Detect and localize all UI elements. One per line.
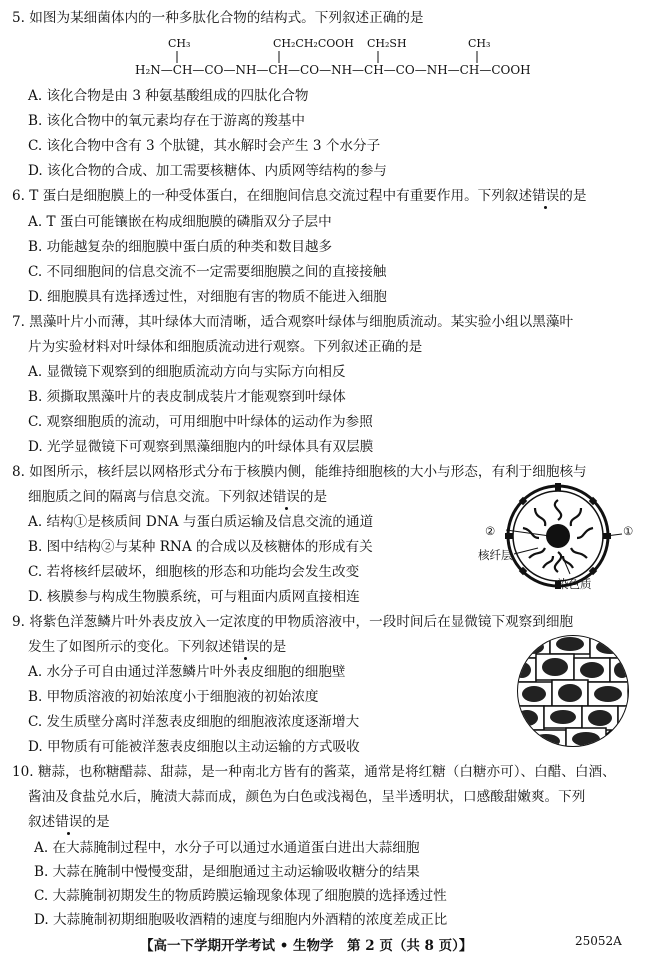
- nucleus-label-2: ②: [485, 524, 496, 538]
- page-footer: 【高一下学期开学考试 • 生物学 第 2 页（共 8 页）】: [140, 938, 473, 954]
- q9-stem-line1: 9. 将紫色洋葱鳞片叶外表皮放入一定浓度的甲物质溶液中，一段时间后在显微镜下观察到细胞: [12, 614, 574, 630]
- q8-stem-line1: 8. 如图所示，核纤层以网格形式分布于核膜内侧，能维持细胞核的大小与形态，有利于细胞核与: [12, 464, 587, 480]
- q8-option-d: D. 核膜参与构成生物膜系统，可与粗面内质网直接相连: [28, 589, 360, 605]
- q6-stem-pre: 6. T 蛋白是细胞膜上的一种受体蛋白，在细胞间信息交流过程中有重要作用。下列叙述: [12, 188, 533, 204]
- q10-stem-line3: [28, 812, 110, 832]
- q5-formula-r3: CH₂SH: [367, 37, 407, 50]
- q5-formula-r1: CH₃: [168, 37, 191, 50]
- q8-option-a: A. 结构①是核质间 DNA 与蛋白质运输及信息交流的通道: [28, 514, 374, 530]
- q7-option-a: A. 显微镜下观察到的细胞质流动方向与实际方向相反: [28, 364, 346, 380]
- q7-option-c: C. 观察细胞质的流动，可用细胞中叶绿体的运动作为参照: [28, 414, 373, 430]
- q9-stem-pre: 发生了如图所示的变化。下列叙述: [28, 639, 232, 655]
- q8-stem-emphasis: 错误: [272, 489, 300, 505]
- q8-option-c: C. 若将核纤层破坏，细胞核的形态和功能均会发生改变: [28, 564, 360, 580]
- q9-option-d: D. 甲物质有可能被洋葱表皮细胞以主动运输的方式吸收: [28, 739, 360, 755]
- q10-stem-pre: 叙述: [28, 814, 56, 830]
- q9-option-b: B. 甲物质溶液的初始浓度小于细胞液的初始浓度: [28, 689, 319, 705]
- q7-stem-line2: 片为实验材料对叶绿体和细胞质流动进行观察。下列叙述正确的是: [28, 339, 423, 355]
- q5-formula-r2: CH₂CH₂COOH: [273, 37, 354, 50]
- q7-option-d: D. 光学显微镜下可观察到黑藻细胞内的叶绿体具有双层膜: [28, 439, 374, 455]
- nucleus-figure-leaders: [478, 498, 648, 578]
- onion-cell-figure: [516, 634, 630, 748]
- q6-stem-post: 的是: [559, 188, 587, 204]
- q6-option-d: D. 细胞膜具有选择透过性，对细胞有害的物质不能进入细胞: [28, 289, 387, 305]
- q5-stem: 5. 如图为某细菌体内的一种多肽化合物的结构式。下列叙述正确的是: [12, 10, 424, 26]
- q5-option-b: B. 该化合物中的氧元素均存在于游离的羧基中: [28, 113, 305, 129]
- q10-stem-post: 的是: [82, 814, 110, 830]
- q9-stem-post: 的是: [259, 639, 287, 655]
- q10-stem-line2: 酱油及食盐兑水后，腌渍大蒜而成，颜色为白色或浅褐色，呈半透明状，口感酸甜嫩爽。下列: [28, 789, 586, 805]
- nucleus-label-chromatin: 染色质: [557, 577, 592, 591]
- q9-option-a: A. 水分子可自由通过洋葱鳞片叶外表皮细胞的细胞壁: [28, 664, 346, 680]
- q10-stem-line1: 10. 糖蒜，也称糖醋蒜、甜蒜，是一种南北方皆有的酱菜，通常是将红糖（白糖亦可）、白醋、白酒、: [12, 764, 616, 780]
- q10-option-d: D. 大蒜腌制初期细胞吸收酒精的速度与细胞内外酒精的浓度差成正比: [34, 912, 448, 928]
- exam-code: 25052A: [575, 934, 622, 948]
- q5-option-c: C. 该化合物中含有 3 个肽键，其水解时会产生 3 个水分子: [28, 138, 381, 154]
- q8-stem-post: 的是: [299, 489, 328, 505]
- q8-option-b: B. 图中结构②与某种 RNA 的合成以及核糖体的形成有关: [28, 539, 373, 555]
- q8-stem-line2: [28, 487, 327, 507]
- q6-stem-emphasis: 错误: [532, 188, 560, 204]
- q7-option-b: B. 须撕取黑藻叶片的表皮制成装片才能观察到叶绿体: [28, 389, 346, 405]
- q10-option-a: A. 在大蒜腌制过程中，水分子可以通过水通道蛋白进出大蒜细胞: [34, 840, 420, 856]
- q6-stem: [12, 186, 586, 206]
- q5-option-d: D. 该化合物的合成、加工需要核糖体、内质网等结构的参与: [28, 163, 387, 179]
- nucleus-label-1: ①: [623, 524, 634, 538]
- q9-stem-line2: [28, 637, 286, 657]
- q6-option-b: B. 功能越复杂的细胞膜中蛋白质的种类和数目越多: [28, 239, 333, 255]
- q9-option-c: C. 发生质壁分离时洋葱表皮细胞的细胞液浓度逐渐增大: [28, 714, 360, 730]
- q6-option-a: A. T 蛋白可能镶嵌在构成细胞膜的磷脂双分子层中: [28, 214, 332, 230]
- q6-option-c: C. 不同细胞间的信息交流不一定需要细胞膜之间的直接接触: [28, 264, 387, 280]
- nucleus-label-lamina: 核纤层: [478, 548, 513, 562]
- q8-stem-pre: 细胞质之间的隔离与信息交流。下列叙述: [28, 489, 273, 505]
- q5-formula-chain: H₂N—CH—CO—NH—CH—CO—NH—CH—CO—NH—CH—COOH: [135, 63, 531, 77]
- q7-stem-line1: 7. 黑藻叶片小而薄，其叶绿体大而清晰，适合观察叶绿体与细胞质流动。某实验小组以黑藻叶: [12, 314, 574, 330]
- q10-option-c: C. 大蒜腌制初期发生的物质跨膜运输现象体现了细胞膜的选择透过性: [34, 888, 447, 904]
- q5-option-a: A. 该化合物是由 3 种氨基酸组成的四肽化合物: [28, 88, 309, 104]
- q5-formula-r4: CH₃: [468, 37, 491, 50]
- q10-option-b: B. 大蒜在腌制中慢慢变甜，是细胞通过主动运输吸收糖分的结果: [34, 864, 420, 880]
- q9-stem-emphasis: 错误: [231, 639, 260, 655]
- q10-stem-emphasis: 错误: [55, 814, 83, 830]
